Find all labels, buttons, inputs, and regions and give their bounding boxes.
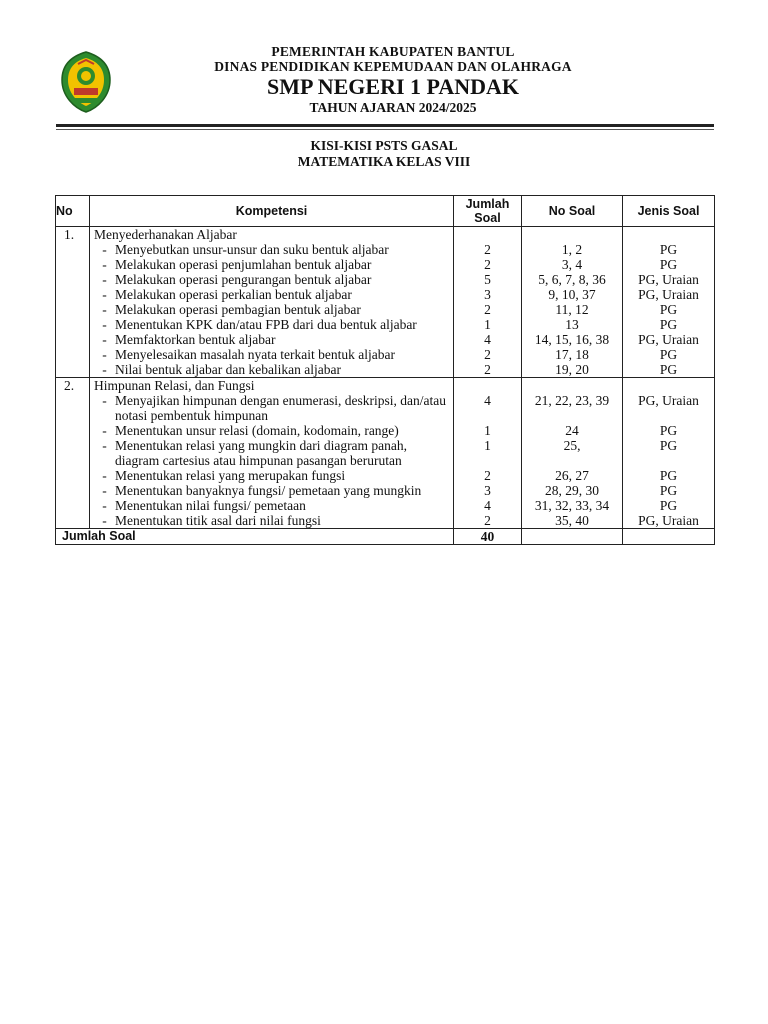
agency-line: DINAS PENDIDIKAN KEPEMUDAAN DAN OLAHRAGA [214,59,572,74]
item-text: Menentukan relasi yang mungkin dari diagram panah, diagram cartesius atau himpunan pasangan berurutan [115,438,408,468]
item-jenis: PG [659,438,678,453]
list-item [94,257,453,272]
item-text: Menyajikan himpunan dengan enumerasi, deskripsi, dan/atau notasi pembentuk himpunan [115,393,447,423]
list-item [94,483,453,498]
item-jenis: PG [659,498,678,513]
item-text: Melakukan operasi penjumlahan bentuk aljabar [115,257,372,272]
spacer [522,378,622,393]
item-text: Menentukan KPK dan/atau FPB dari dua bentuk aljabar [115,317,417,332]
kompetensi-cell [90,378,454,529]
item-no-soal: 24 [565,423,579,438]
jenis-soal-cell [623,227,715,378]
item-text: Menentukan nilai fungsi/ pemetaan [115,498,306,513]
jumlah-cell [454,227,522,378]
table-row [56,378,715,529]
item-no-soal: 28, 29, 30 [545,483,599,498]
spacer [454,227,521,242]
item-jumlah: 4 [484,498,491,513]
dash-bullet: - [102,302,107,317]
header-jumlah-line1: Jumlah [465,197,510,211]
list-item [94,287,453,302]
doc-subtitle: MATEMATIKA KELAS VIII [297,154,471,169]
item-jumlah: 2 [484,242,491,257]
item-jenis: PG [659,257,678,272]
item-no-soal: 25, [563,438,581,453]
item-jumlah: 3 [484,483,491,498]
total-value: 40 [454,529,522,545]
item-no-soal: 14, 15, 16, 38 [534,332,610,347]
item-text: Menentukan titik asal dari nilai fungsi [115,513,321,528]
item-text: Melakukan operasi perkalian bentuk aljabar [115,287,352,302]
spacer [623,378,714,393]
list-item [94,317,453,332]
item-text: Menentukan banyaknya fungsi/ pemetaan yang mungkin [115,483,422,498]
table-row-total [56,529,715,545]
item-jumlah: 1 [484,423,491,438]
dash-bullet: - [102,287,107,302]
document-titles [0,138,768,170]
kompetensi-cell [90,227,454,378]
list-item [94,498,453,513]
item-jumlah: 2 [484,257,491,272]
dash-bullet: - [102,468,107,483]
list-item [94,362,453,377]
item-jenis: PG, Uraian [638,332,699,347]
item-jumlah: 1 [484,438,491,453]
list-item [94,423,453,438]
school-logo-emblem [58,50,114,114]
item-no-soal: 19, 20 [555,362,589,377]
item-jumlah: 2 [484,302,491,317]
dash-bullet: - [102,393,107,408]
dash-bullet: - [102,423,107,438]
dash-bullet: - [102,362,107,377]
item-no-soal: 21, 22, 23, 39 [534,393,610,408]
item-text: Menentukan unsur relasi (domain, kodomain, range) [115,423,399,438]
empty-cell [522,529,623,545]
spacer [454,378,521,393]
item-jumlah: 3 [484,287,491,302]
item-no-soal: 26, 27 [555,468,589,483]
list-item [94,347,453,362]
item-jenis: PG, Uraian [638,513,699,528]
no-soal-cell [522,378,623,529]
item-jumlah: 2 [484,468,491,483]
dash-bullet: - [102,483,107,498]
item-jumlah: 2 [484,362,491,377]
table-row [56,227,715,378]
header-no-soal: No Soal [522,196,623,227]
dash-bullet: - [102,317,107,332]
item-no-soal: 11, 12 [555,302,589,317]
item-no-soal: 35, 40 [555,513,589,528]
item-text: Menentukan relasi yang merupakan fungsi [115,468,346,483]
table-header-row [56,196,715,227]
list-item [94,513,453,528]
school-name: SMP NEGERI 1 PANDAK [267,74,519,99]
academic-year: TAHUN AJARAN 2024/2025 [309,100,477,115]
header-jumlah-line2: Soal [474,211,501,225]
item-jenis: PG [659,347,678,362]
group-title: Menyederhanakan Aljabar [94,227,237,242]
item-jumlah: 2 [484,513,491,528]
item-jumlah: 4 [484,332,491,347]
dash-bullet: - [102,513,107,528]
item-text: Memfaktorkan bentuk aljabar [115,332,276,347]
item-no-soal: 3, 4 [561,257,583,272]
list-item [94,332,453,347]
item-jumlah: 1 [484,317,491,332]
gov-line: PEMERINTAH KABUPATEN BANTUL [271,44,515,59]
letterhead [0,0,768,130]
dash-bullet: - [102,242,107,257]
header-kompetensi: Kompetensi [90,196,454,227]
header-jenis-soal: Jenis Soal [623,196,715,227]
item-no-soal: 5, 6, 7, 8, 36 [538,272,606,287]
item-jumlah: 2 [484,347,491,362]
item-jenis: PG [659,317,678,332]
item-text: Melakukan operasi pengurangan bentuk aljabar [115,272,372,287]
item-jenis: PG [659,362,678,377]
item-jumlah: 5 [484,272,491,287]
header-no: No [56,196,90,227]
item-no-soal: 17, 18 [555,347,589,362]
item-no-soal: 31, 32, 33, 34 [534,498,610,513]
item-no-soal: 13 [565,317,579,332]
group-number: 1. [56,227,90,378]
item-no-soal: 1, 2 [561,242,583,257]
letterhead-text [130,44,656,116]
list-item [94,393,453,423]
item-text: Menyebutkan unsur-unsur dan suku bentuk aljabar [115,242,389,257]
list-item [94,242,453,257]
list-item [94,438,453,468]
dash-bullet: - [102,272,107,287]
item-jenis: PG [659,302,678,317]
item-jenis: PG [659,483,678,498]
group-title: Himpunan Relasi, dan Fungsi [94,378,255,393]
item-jumlah: 4 [484,393,491,408]
dash-bullet: - [102,438,107,453]
item-jenis: PG, Uraian [638,393,699,408]
dash-bullet: - [102,257,107,272]
item-no-soal: 9, 10, 37 [548,287,596,302]
dash-bullet: - [102,332,107,347]
item-text: Nilai bentuk aljabar dan kebalikan aljabar [115,362,342,377]
list-item [94,302,453,317]
item-jenis: PG, Uraian [638,272,699,287]
no-soal-cell [522,227,623,378]
list-item [94,272,453,287]
dash-bullet: - [102,347,107,362]
spacer [522,227,622,242]
dash-bullet: - [102,498,107,513]
group-number: 2. [56,378,90,529]
item-jenis: PG [659,423,678,438]
jumlah-cell [454,378,522,529]
kisi-kisi-table [55,195,715,545]
item-jenis: PG [659,242,678,257]
jenis-soal-cell [623,378,715,529]
doc-title: KISI-KISI PSTS GASAL [310,138,458,153]
header-jumlah-soal [454,196,522,227]
item-jenis: PG, Uraian [638,287,699,302]
item-text: Menyelesaikan masalah nyata terkait bentuk aljabar [115,347,396,362]
spacer [623,227,714,242]
list-item [94,468,453,483]
total-label: Jumlah Soal [56,529,454,545]
empty-cell [623,529,715,545]
header-rule-thin [56,129,714,130]
header-rule-thick [56,124,714,127]
item-jenis: PG [659,468,678,483]
item-text: Melakukan operasi pembagian bentuk aljabar [115,302,361,317]
